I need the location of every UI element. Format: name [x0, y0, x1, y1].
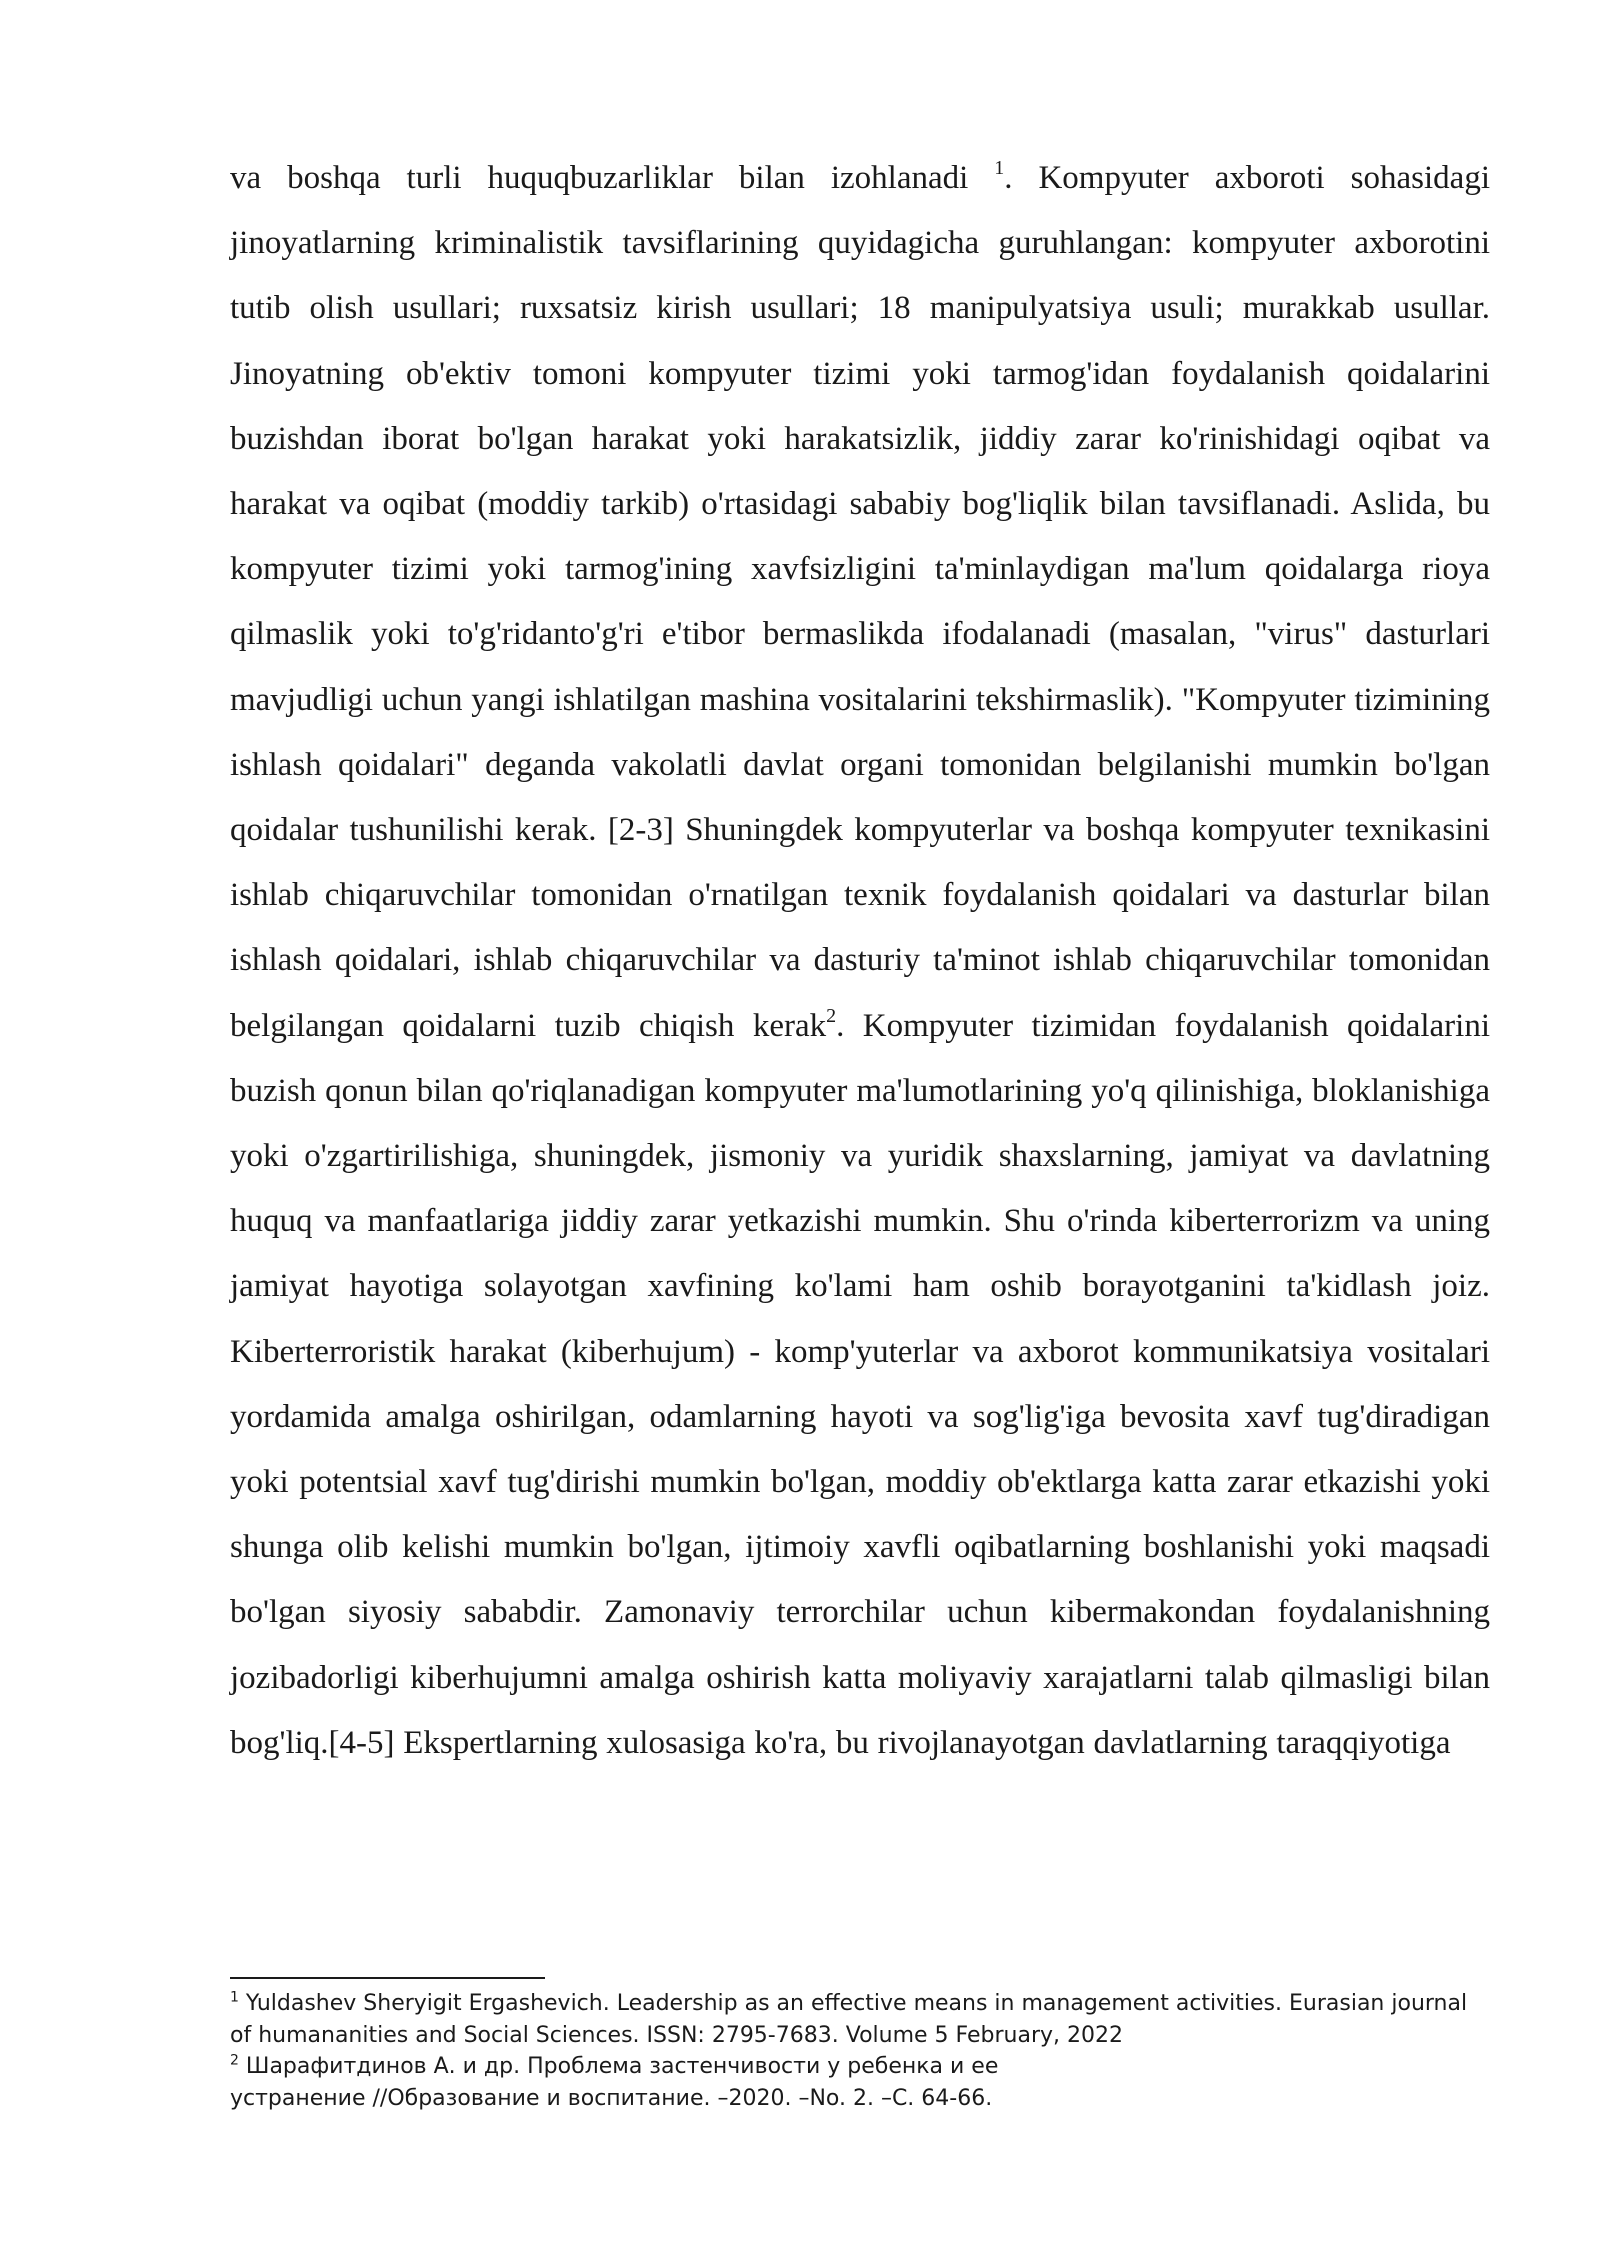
footnote-1-text: Yuldashev Sheryigit Ergashevich. Leadership as an effective means in management activities. Eurasian journal of humananities and Social Sciences. ISSN: 2795-7683. Volume 5 February, 2022 [230, 1991, 1468, 2048]
footnote-2-text-line-2: устранение //Образование и воспитание. –2020. –No. 2. –С. 64-66. [230, 2085, 993, 2111]
footnote-2 [230, 2051, 1490, 2083]
paragraph-text-part-2: . Kompyuter axboroti sohasidagi jinoyatlarning kriminalistik tavsiflarining quyidagicha guruhlangan: kompyuter axborotini tutib olish usullari; ruxsatsiz kirish usullari; 18 manipulyatsiya usuli; murakkab usullar. Jinoyatning ob'ektiv tomoni kompyuter tizimi yoki tarmog'idan foydalanish qoidalarini buzishdan iborat bo'lgan harakat yoki harakatsizlik, jiddiy zarar ko'rinishidagi oqibat va harakat va oqibat (moddiy tarkib) o'rtasidagi sababiy bog'liqlik bilan tavsiflanadi. Aslida, bu kompyuter tizimi yoki tarmog'ining xavfsizligini ta'minlaydigan ma'lum qoidalarga rioya qilmaslik yoki to'g'ridanto'g'ri e'tibor bermaslikda ifodalanadi (masalan, "virus" dasturlari mavjudligi uchun yangi ishlatilgan mashina vositalarini tekshirmaslik). "Kompyuter tizimining ishlash qoidalari" deganda vakolatli davlat organi tomonidan belgilanishi mumkin bo'lgan qoidalar tushunilishi kerak. [2-3] Shuningdek kompyuterlar va boshqa kompyuter texnikasini ishlab chiqaruvchilar tomonidan o'rnatilgan texnik foydalanish qoidalari va dasturlar bilan ishlash qoidalari, ishlab chiqaruvchilar va dasturiy ta'minot ishlab chiqaruvchilar tomonidan belgilangan qoidalarni tuzib chiqish kerak [230, 160, 1490, 1044]
footnote-2-text-line-1: Шарафитдинов А. и др. Проблема застенчивости у ребенка и ее [245, 2054, 999, 2079]
footnote-ref-1[interactable]: 1 [994, 157, 1005, 179]
paragraph-text-part-1: va boshqa turli huquqbuzarliklar bilan izohlanadi [230, 160, 995, 196]
main-paragraph [230, 146, 1490, 1776]
footnote-2-continuation [230, 2083, 1490, 2115]
page-body [230, 146, 1490, 1776]
footnote-2-number: 2 [230, 2052, 239, 2069]
footnote-1-number: 1 [230, 1989, 239, 2006]
footnotes [230, 1988, 1490, 2114]
footnote-ref-2[interactable]: 2 [826, 1004, 837, 1027]
paragraph-text-part-3: . Kompyuter tizimidan foydalanish qoidalarini buzish qonun bilan qo'riqlanadigan kompyuter ma'lumotlarining yo'q qilinishiga, bloklanishiga yoki o'zgartirilishiga, shuningdek, jismoniy va yuridik shaxslarning, jamiyat va davlatning huquq va manfaatlariga jiddiy zarar yetkazishi mumkin. Shu o'rinda kiberterrorizm va uning jamiyat hayotiga solayotgan xavfining ko'lami ham oshib borayotganini ta'kidlash joiz. Kiberterroristik harakat (kiberhujum) - komp'yuterlar va axborot kommunikatsiya vositalari yordamida amalga oshirilgan, odamlarning hayoti va sog'lig'iga bevosita xavf tug'diradigan yoki potentsial xavf tug'dirishi mumkin bo'lgan, moddiy ob'ektlarga katta zarar etkazishi yoki shunga olib kelishi mumkin bo'lgan, ijtimoiy xavfli oqibatlarning boshlanishi yoki maqsadi bo'lgan siyosiy sababdir. Zamonaviy terrorchilar uchun kibermakondan foydalanishning jozibadorligi kiberhujumni amalga oshirish katta moliyaviy xarajatlarni talab qilmasligi bilan bog'liq.[4-5] Ekspertlarning xulosasiga ko'ra, bu rivojlanayotgan davlatlarning taraqqiyotiga [230, 1007, 1490, 1761]
footnote-1 [230, 1988, 1490, 2051]
footnote-separator [230, 1977, 545, 1979]
